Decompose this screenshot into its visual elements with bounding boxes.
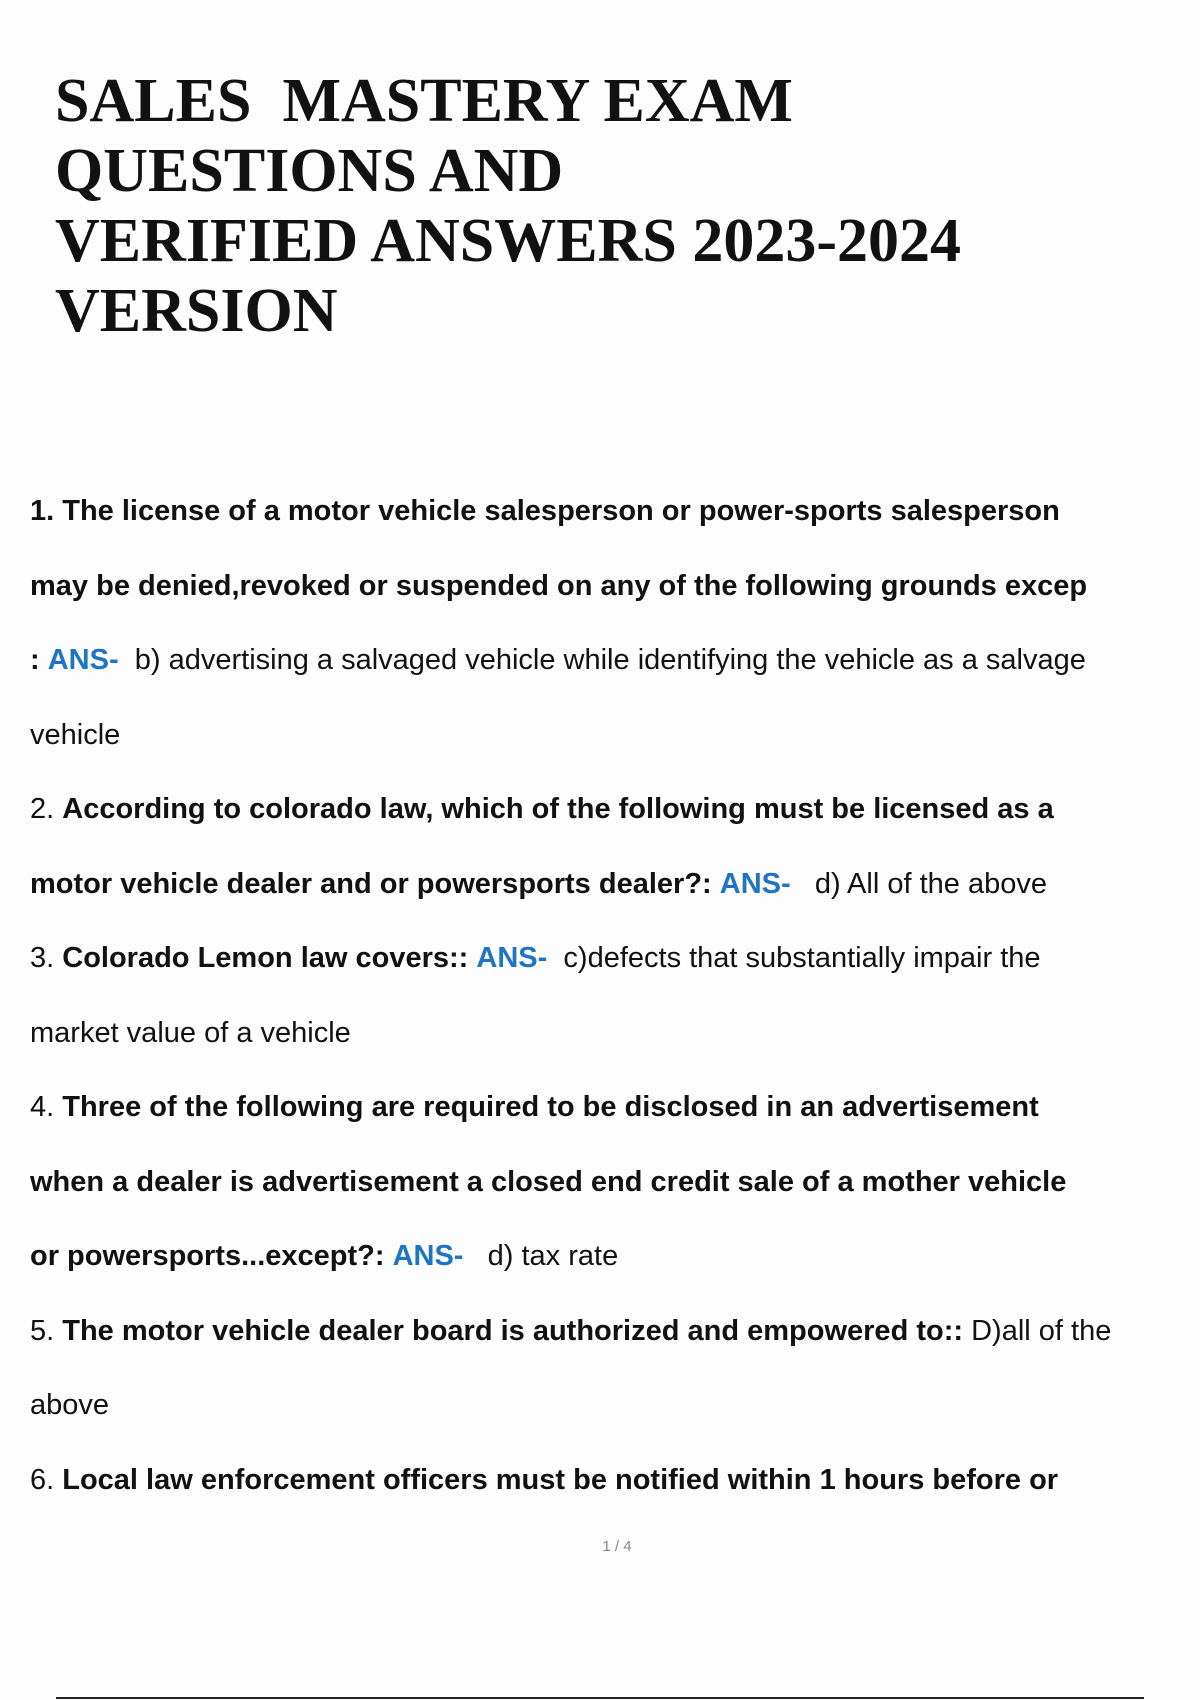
question-2-line [30, 772, 1200, 847]
question-text: : [30, 644, 40, 676]
title-line: QUESTIONS AND [55, 137, 564, 205]
answer-text: vehicle [30, 718, 121, 751]
answer-text: d) All of the above [814, 867, 1047, 900]
answer-text: c)defects that substantially impair the [563, 942, 1041, 974]
question-number: 3. [30, 942, 55, 974]
question-number: 5. [30, 1314, 55, 1347]
title-line: VERIFIED ANSWERS 2023-2024 [55, 207, 962, 275]
question-text: Three of the following are required to be disclosed in an advertisement [62, 1091, 1039, 1123]
page-indicator: 1 / 4 [602, 1538, 632, 1555]
answer-text: D)all of the [971, 1314, 1112, 1347]
document-title [55, 66, 1155, 346]
question-text: Colorado Lemon law covers:: [62, 942, 469, 974]
answer-text: b) advertising a salvaged vehicle while identifying the vehicle as a salvage [134, 644, 1086, 676]
question-1-line [30, 549, 1200, 624]
question-number: 6. [30, 1463, 55, 1496]
answer-text: market value of a vehicle [30, 1016, 351, 1049]
question-1-answer-line [30, 698, 1200, 773]
title-line: SALES MASTERY EXAM [55, 67, 793, 135]
question-2-line [30, 847, 1200, 922]
question-text: According to colorado law, which of the following must be licensed as a [62, 793, 1054, 825]
question-1-line [30, 474, 1200, 549]
question-6-line [30, 1443, 1200, 1518]
title-line: VERSION [55, 277, 338, 345]
answer-label: ANS- [392, 1240, 464, 1272]
answer-label: ANS- [47, 644, 119, 676]
question-3-answer-line [30, 996, 1200, 1071]
question-text: may be denied,revoked or suspended on any of the following grounds excep [30, 569, 1088, 602]
question-text: Local law enforcement officers must be notified within 1 hours before or [62, 1463, 1059, 1496]
question-text: The motor vehicle dealer board is authorized and empowered to:: [62, 1314, 964, 1347]
answer-label: ANS- [719, 867, 791, 900]
question-list [30, 474, 1200, 1517]
question-number: 4. [30, 1091, 55, 1123]
answer-text: above [30, 1389, 110, 1421]
question-text: The license of a motor vehicle salesperson or power-sports salesperson [62, 495, 1060, 527]
answer-text: d) tax rate [487, 1240, 619, 1272]
question-5-line [30, 1294, 1200, 1369]
footer-divider [56, 1697, 1144, 1699]
question-3-line [30, 921, 1200, 996]
question-1-answer-line [30, 623, 1200, 698]
question-4-line [30, 1219, 1200, 1294]
question-text: motor vehicle dealer and or powersports dealer?: [30, 867, 712, 900]
question-4-line [30, 1070, 1200, 1145]
answer-label: ANS- [476, 942, 548, 974]
question-4-line [30, 1145, 1200, 1220]
question-text: or powersports...except?: [30, 1240, 385, 1272]
question-5-answer-line [30, 1368, 1200, 1443]
question-text: when a dealer is advertisement a closed end credit sale of a mother vehicle [30, 1165, 1067, 1198]
question-number: 1. [30, 495, 55, 527]
question-number: 2. [30, 793, 55, 825]
